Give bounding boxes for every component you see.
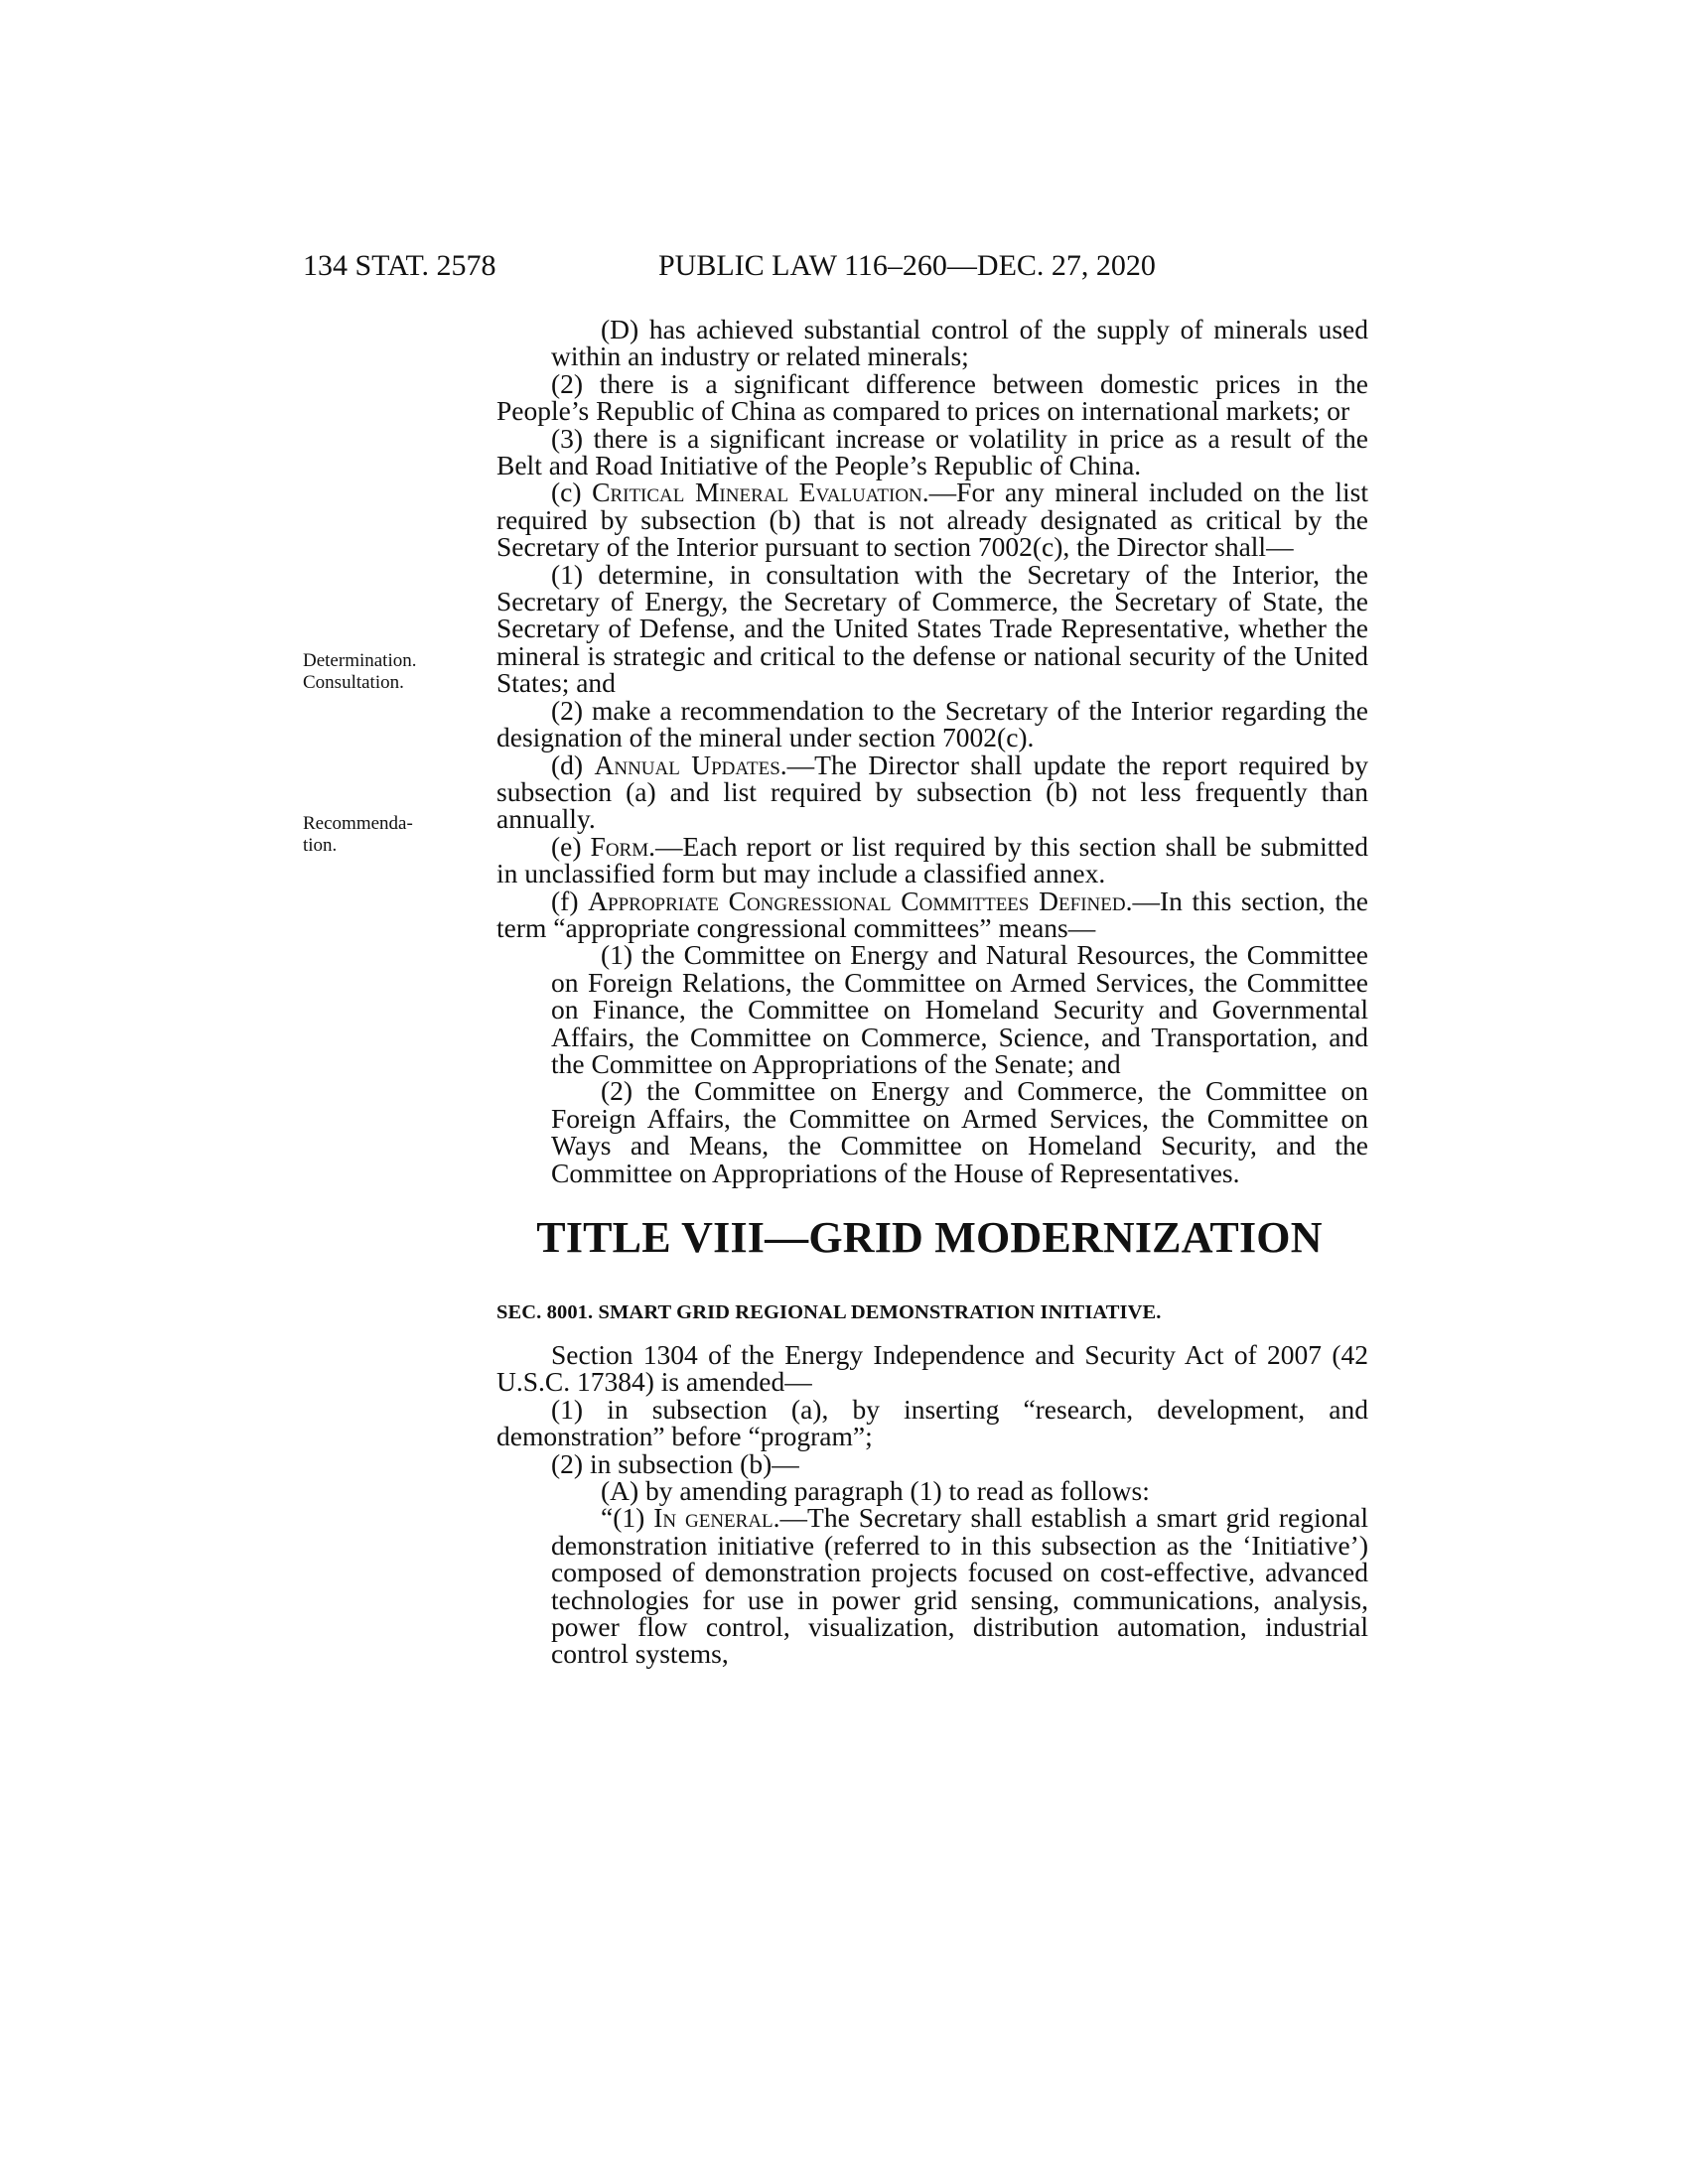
subsection-label: (f) xyxy=(551,885,589,916)
stat-page-number: 134 STAT. 2578 xyxy=(303,249,496,282)
subsection-text: .—Each report or list required by this section shall be submitted in unclassified form but may include a classified annex. xyxy=(496,830,1368,889)
subsection-text: .—In this section, the term “appropriate congressional committees” means— xyxy=(496,885,1368,943)
margin-note-line: Recommenda- xyxy=(303,813,413,834)
paragraph-3: (3) there is a significant increase or volatility in price as a result of the Belt and Road Initiative of the People’s Republic of China. xyxy=(496,422,1368,481)
subsection-heading: Critical Mineral Evaluation xyxy=(592,477,922,508)
paragraph-D: (D) has achieved substantial control of the supply of minerals used within an industry or related minerals; xyxy=(551,314,1368,372)
paragraph-c-2: (2) make a recommendation to the Secretary of the Interior regarding the designation of the mineral under section 7002(c). xyxy=(496,694,1368,753)
subsection-heading: Annual Updates xyxy=(594,749,780,780)
subsection-text: .—For any mineral included on the list required by subsection (b) that is not already designated as critical by the Secretary of the Interior pursuant to section 7002(c), the Director shall— xyxy=(496,477,1368,563)
margin-note-line: Consultation. xyxy=(303,672,404,693)
subsection-label: (d) xyxy=(551,749,595,780)
subsection-text: .—The Director shall update the report required by subsection (a) and list required by subsection (b) not less frequently than annually. xyxy=(496,749,1368,835)
margin-note-line: tion. xyxy=(303,835,338,856)
subsection-heading: Appropriate Congressional Committees Defined xyxy=(588,885,1126,916)
margin-note-recommendation xyxy=(303,813,442,857)
running-head: PUBLIC LAW 116–260—DEC. 27, 2020 xyxy=(658,249,1156,282)
subsection-label: (c) xyxy=(551,477,593,508)
quoted-text: .—The Secretary shall establish a smart grid regional demonstration initiative (referred to in this subsection as the ‘Initiative’) composed of demonstration projects focused on cost-effective, advanced technologies for use in power grid sensing, communications, analysis, power flow control, visualization, distribution automation, industrial control systems, xyxy=(551,1502,1368,1670)
paragraph-2: (2) there is a significant difference between domestic prices in the People’s Republic of China as compared to prices on international markets; or xyxy=(496,367,1368,427)
section-intro: Section 1304 of the Energy Independence and Security Act of 2007 (42 U.S.C. 17384) is amended— xyxy=(496,1339,1368,1398)
subsection-d xyxy=(496,751,1368,833)
quoted-paragraph xyxy=(496,1502,1368,1670)
subsection-label: (e) xyxy=(551,830,591,862)
quoted-label: “(1) xyxy=(601,1502,654,1534)
paragraph-c-1: (1) determine, in consultation with the Secretary of the Interior, the Secretary of Energy, the Secretary of Commerce, the Secretary of State, the Secretary of Defense, and the United States Trade Representative, whether the mineral is strategic and critical to the defense or national security of the United States; and xyxy=(496,558,1368,699)
subsection-e xyxy=(496,830,1368,889)
paragraph-f-2: (2) the Committee on Energy and Commerce, the Committee on Foreign Affairs, the Committee on Armed Services, the Committee on Ways and Means, the Committee on Homeland Security, and the Committee on Appropriations of the House of Representatives. xyxy=(551,1075,1368,1188)
title-heading: TITLE VIII—GRID MODERNIZATION xyxy=(536,1213,1323,1262)
subsection-c xyxy=(496,477,1368,563)
paragraph-f-1: (1) the Committee on Energy and Natural Resources, the Committee on Foreign Relations, the Committee on Armed Services, the Committee on Finance, the Committee on Homeland Security and Governmental Affairs, the Committee on Commerce, Science, and Transportation, and the Committee on Appropriations of the Senate; and xyxy=(551,939,1368,1079)
quoted-heading: In general xyxy=(653,1502,774,1534)
margin-note-determination xyxy=(303,650,442,694)
section-heading: SEC. 8001. SMART GRID REGIONAL DEMONSTRATION INITIATIVE. xyxy=(496,1301,1162,1323)
document-body xyxy=(496,316,1368,1668)
section-item-1: (1) in subsection (a), by inserting “research, development, and demonstration” before “program”; xyxy=(496,1393,1368,1452)
margin-note-line: Determination. xyxy=(303,650,417,671)
section-item-2: (2) in subsection (b)— xyxy=(551,1447,799,1479)
section-item-A: (A) by amending paragraph (1) to read as follows: xyxy=(601,1475,1150,1507)
subsection-heading: Form xyxy=(590,830,649,862)
subsection-f xyxy=(496,887,1368,942)
